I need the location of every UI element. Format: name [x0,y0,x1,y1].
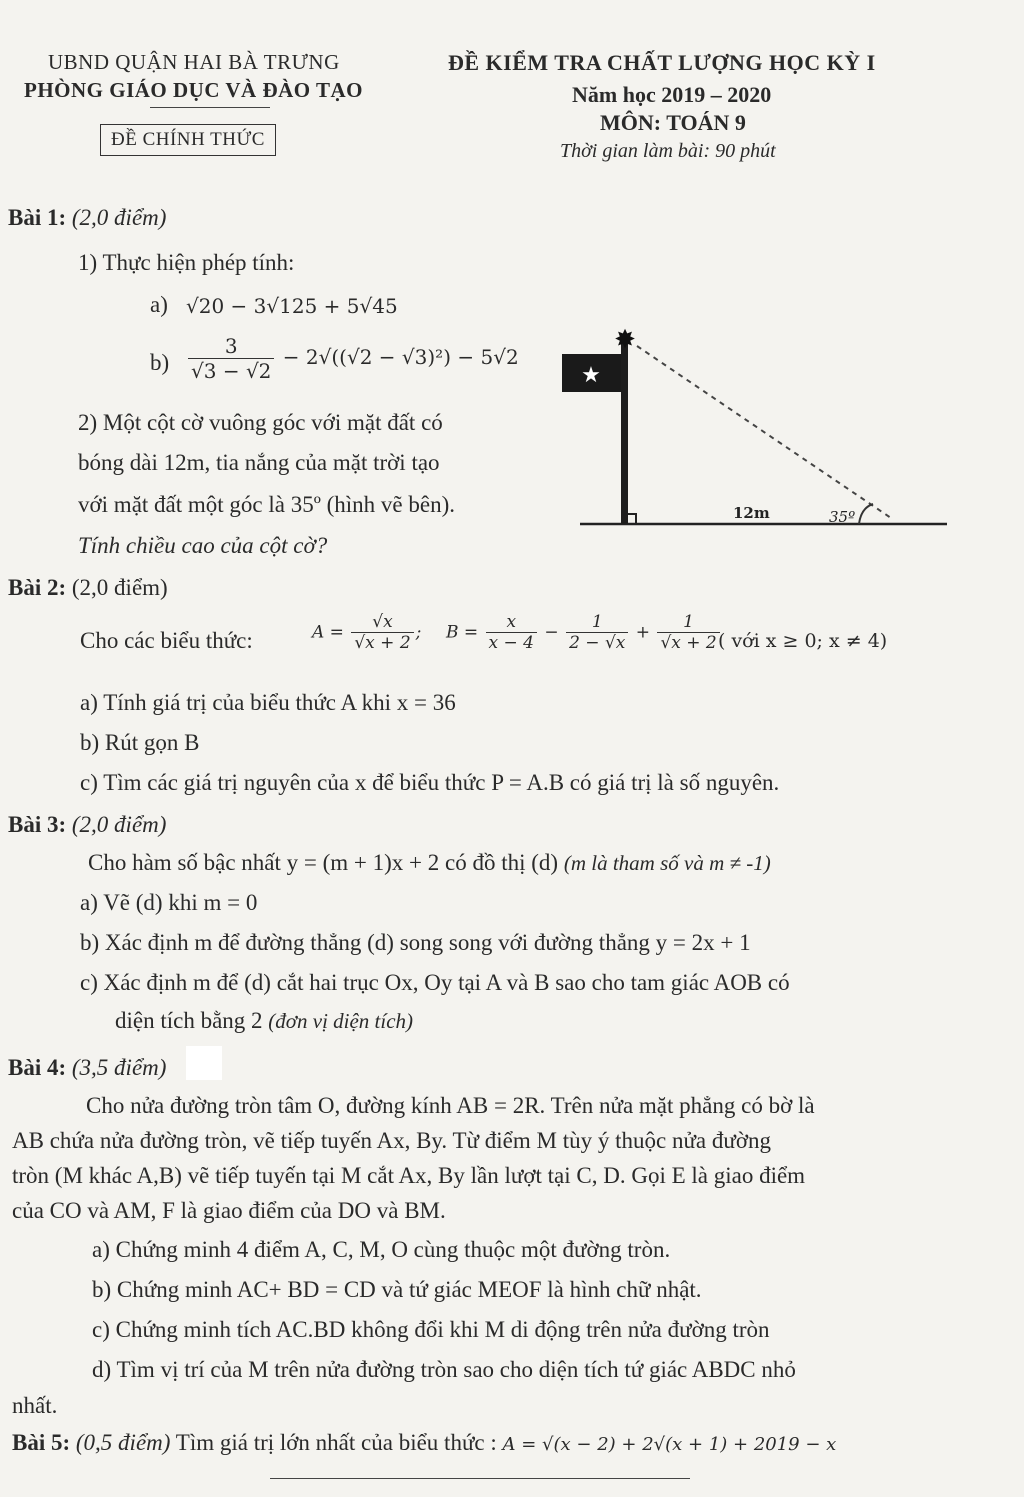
bai3-intro-note: (m là tham số và m ≠ -1) [563,851,771,875]
bai5-line [12,1430,836,1456]
department-name: UBND QUẬN HAI BÀ TRƯNG [48,50,340,74]
bai4-line2: AB chứa nửa đường tròn, vẽ tiếp tuyến Ax, By. Từ điểm M tùy ý thuộc nửa đường [12,1128,771,1153]
svg-text:★: ★ [581,362,601,387]
bai1-heading [8,205,166,231]
bai4-title: Bài 4: [8,1055,67,1080]
sun-ray [637,346,891,518]
bai2-title: Bài 2: [8,575,67,600]
official-stamp: ĐỀ CHÍNH THỨC [100,124,276,156]
white-smudge [186,1046,222,1080]
bai1-b-rest: − 2√((√2 − √3)²) − 5√2 [282,345,519,369]
office-name: PHÒNG GIÁO DỤC VÀ ĐÀO TẠO [24,78,363,102]
bai2-expr-A: A = $\frac{√x}{√x + 2}$ ; [312,612,422,654]
right-angle-mark [628,514,636,524]
bai4-d1: d) Tìm vị trí của M trên nửa đường tròn sao cho diện tích tứ giác ABDC nhỏ [92,1357,796,1382]
end-divider [270,1478,690,1479]
bai3-intro-text: Cho hàm số bậc nhất y = (m + 1)x + 2 có đồ thị (d) [88,850,559,875]
bai4-b: b) Chứng minh AC+ BD = CD và tứ giác MEOF là hình chữ nhật. [92,1277,702,1302]
B-f1-num: x [486,612,537,633]
star-icon [581,362,601,387]
shadow-length-label: 12m [733,504,770,522]
bai4-line4: của CO và AM, F là giao điểm của DO và BM. [12,1198,446,1223]
exam-title: ĐỀ KIỂM TRA CHẤT LƯỢNG HỌC KỲ I [448,50,876,75]
bai1-points: (2,0 điểm) [71,205,167,230]
B-f1-den: x − 4 [488,633,535,654]
bai3-a: a) Vẽ (d) khi m = 0 [80,890,258,915]
bai1-part1: 1) Thực hiện phép tính: [78,250,295,275]
A-den: √x + 2 [354,633,411,654]
bai1-p2-line1: 2) Một cột cờ vuông góc với mặt đất có [78,410,443,435]
bai3-c1: c) Xác định m để (d) cắt hai trục Ox, Oy tại A và B sao cho tam giác AOB có [80,970,790,995]
bai2-intro: Cho các biểu thức: [80,628,253,653]
flagpole-figure [555,318,955,540]
bai2-points: (2,0 điểm) [71,575,168,600]
angle-arc [859,504,873,524]
bai5-title: Bài 5: [12,1430,71,1455]
A-lhs: A = [312,622,344,643]
svg-text:✸: ✸ [614,325,636,354]
bai4-c: c) Chứng minh tích AC.BD không đổi khi M di động trên nửa đường tròn [92,1317,770,1342]
bai4-line1: Cho nửa đường tròn tâm O, đường kính AB = 2R. Trên nửa mặt phẳng có bờ là [86,1093,815,1118]
A-num: √x [351,612,413,633]
subject: MÔN: TOÁN 9 [600,110,746,135]
B-f2-den: 2 − √x [569,633,626,654]
bai5-text: Tìm giá trị lớn nhất của biểu thức : [175,1430,497,1455]
bai2-condition: ( với x ≥ 0; x ≠ 4) [718,630,888,652]
bai3-points: (2,0 điểm) [71,812,167,837]
B-lhs: B = [446,622,479,643]
bai4-a: a) Chứng minh 4 điểm A, C, M, O cùng thuộc một đường tròn. [92,1237,671,1262]
sun-icon [614,325,636,354]
bai1-b-num: 3 [188,334,274,359]
bai3-intro [88,850,771,876]
header-divider [150,107,270,108]
bai3-heading [8,812,166,838]
flagpole [621,340,628,524]
bai4-heading [8,1055,166,1081]
bai3-c2-note: (đơn vị diện tích) [268,1009,414,1033]
bai1-a-expr: √20 − 3√125 + 5√45 [186,294,398,318]
angle-label: 35º [829,508,856,526]
bai4-points: (3,5 điểm) [71,1055,167,1080]
bai5-points: (0,5 điểm) [75,1430,171,1455]
bai1-a-label: a) [150,292,168,317]
bai1-b-expr [186,334,519,383]
bai1-p2-line2: bóng dài 12m, tia nắng của mặt trời tạo [78,450,440,475]
B-f3-den: √x + 2 [660,633,717,654]
bai1-b-den: √3 − √2 [191,359,272,383]
bai3-title: Bài 3: [8,812,67,837]
B-f3-num: 1 [657,612,719,633]
bai4-d2: nhất. [12,1393,58,1418]
bai1-p2-line3: với mặt đất một góc là 35º (hình vẽ bên). [78,492,455,517]
bai2-expr-B: B = $\frac{x}{x - 4}$ − $\frac{1}{2 - √x}$ + $\frac{1}{√x + 2}$ [446,612,722,654]
bai4-line3: tròn (M khác A,B) vẽ tiếp tuyến tại M cắt Ax, By lần lượt tại C, D. Gọi E là giao điểm [12,1163,806,1188]
bai1-title: Bài 1: [8,205,67,230]
bai2-heading [8,575,168,601]
bai2-b: b) Rút gọn B [80,730,200,755]
school-year: Năm học 2019 – 2020 [572,82,772,107]
bai1-b-label: b) [150,350,170,375]
bai3-c2 [115,1008,413,1034]
bai1-p2-line4: Tính chiều cao của cột cờ? [78,533,328,558]
bai3-c2-text: diện tích bằng 2 [115,1008,263,1033]
bai3-b: b) Xác định m để đường thẳng (d) song song với đường thẳng y = 2x + 1 [80,930,751,955]
bai5-expr: A = √(x − 2) + 2√(x + 1) + 2019 − x [502,1434,837,1455]
bai2-c: c) Tìm các giá trị nguyên của x để biểu thức P = A.B có giá trị là số nguyên. [80,770,780,795]
B-f2-num: 1 [566,612,628,633]
duration: Thời gian làm bài: 90 phút [560,140,776,162]
bai2-a: a) Tính giá trị của biểu thức A khi x = 36 [80,690,456,715]
